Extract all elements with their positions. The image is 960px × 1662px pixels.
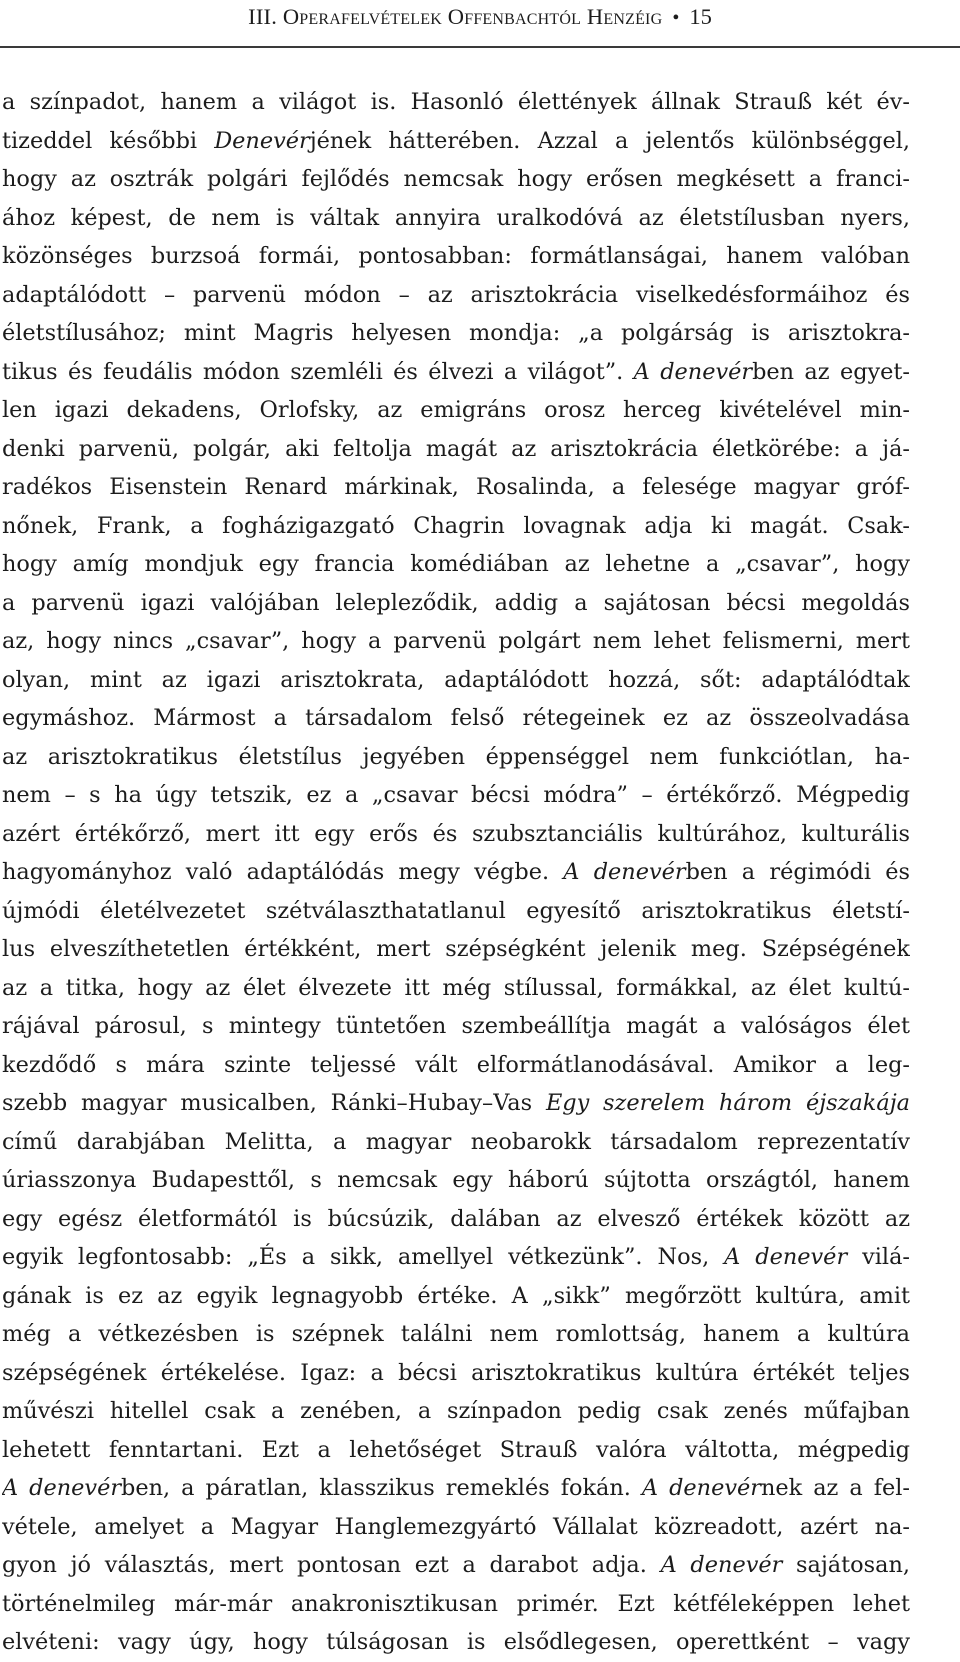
text-run: életstílusához; mint Magris helyesen mondja: „a polgárság is arisztokra- xyxy=(2,320,910,346)
text-line xyxy=(2,1200,910,1239)
text-run: hogy az osztrák polgári fejlődés nemcsak hogy erősen megkésett a franci- xyxy=(2,166,910,192)
text-line xyxy=(2,468,910,507)
text-line xyxy=(2,776,910,815)
text-line xyxy=(2,507,910,546)
text-line xyxy=(2,122,910,161)
text-run: az, hogy nincs „csavar”, hogy a parvenü polgárt nem lehet felismerni, mert xyxy=(2,628,910,654)
italic-title: A denevér xyxy=(563,859,686,885)
text-run: lus elveszíthetetlen értékként, mert szépségként jelenik meg. Szépségének xyxy=(2,936,910,962)
text-line xyxy=(2,661,910,700)
text-run: a parvenü igazi valójában lelepleződik, addig a sajátosan bécsi megoldás xyxy=(2,589,910,616)
italic-title: A denevér xyxy=(724,1244,848,1270)
running-head xyxy=(0,2,960,33)
text-run: című darabjában Melitta, a magyar neobarokk társadalom reprezentatív xyxy=(2,1128,910,1155)
text-run: szépségének értékelése. Igaz: a bécsi arisztokratikus kultúra értékét teljes xyxy=(2,1359,910,1386)
italic-title: A denevér xyxy=(2,1475,122,1501)
text-line xyxy=(2,853,910,892)
text-run: vilá- xyxy=(847,1244,910,1270)
text-run: sajátosan, xyxy=(782,1552,910,1578)
text-line xyxy=(2,1508,910,1547)
text-line xyxy=(2,160,910,199)
text-line xyxy=(2,930,910,969)
text-line xyxy=(2,1277,910,1316)
text-line xyxy=(2,969,910,1008)
text-line xyxy=(2,1354,910,1393)
text-line xyxy=(2,699,910,738)
italic-title: A denevér xyxy=(641,1475,761,1501)
text-line xyxy=(2,1046,910,1085)
text-line xyxy=(2,314,910,353)
text-line xyxy=(2,1469,910,1508)
text-line xyxy=(2,1392,910,1431)
italic-title: Egy szerelem három éjszakája xyxy=(545,1090,910,1116)
text-line xyxy=(2,1161,910,1200)
text-run: ben az egyet- xyxy=(752,358,910,385)
text-run: tikus és feudális módon szemléli és élvezi a világot”. xyxy=(2,358,634,385)
text-run: len igazi dekadens, Orlofsky, az emigráns orosz herceg kivételével min- xyxy=(2,397,910,423)
text-line xyxy=(2,892,910,931)
text-line xyxy=(2,199,910,238)
bullet-separator: • xyxy=(672,7,680,29)
text-run: vétele, amelyet a Magyar Hanglemezgyártó Vállalat közreadott, azért na- xyxy=(2,1513,910,1540)
text-line xyxy=(2,738,910,777)
text-run: olyan, mint az igazi arisztokrata, adaptálódott hozzá, sőt: adaptálódtak xyxy=(2,666,910,693)
text-line xyxy=(2,622,910,661)
text-line xyxy=(2,1238,910,1277)
text-line xyxy=(2,1546,910,1585)
text-run: gyon jó választás, mert pontosan ezt a darabot adja. xyxy=(2,1552,661,1578)
text-line xyxy=(2,83,910,122)
text-run: ben, a páratlan, klasszikus remeklés fokán. xyxy=(121,1475,642,1501)
body-text xyxy=(2,83,910,1662)
text-run: radékos Eisenstein Renard márkinak, Rosalinda, a felesége magyar gróf- xyxy=(2,474,910,500)
text-line xyxy=(2,545,910,584)
text-run: tizeddel későbbi xyxy=(2,127,215,154)
page-number: 15 xyxy=(689,4,712,29)
text-run: nek az a fel- xyxy=(760,1475,910,1501)
text-line xyxy=(2,1315,910,1354)
text-run: művészi hitellel csak a zenében, a színpadon pedig csak zenés műfajban xyxy=(2,1398,910,1424)
italic-title: A denevér xyxy=(660,1552,783,1578)
text-line xyxy=(2,237,910,276)
text-run: hogy amíg mondjuk egy francia komédiában az lehetne a „csavar”, hogy xyxy=(2,551,910,577)
text-run: még a vétkezésben is szépnek találni nem romlottság, hanem a kultúra xyxy=(2,1321,910,1347)
text-run: denki parvenü, polgár, aki feltolja magát az arisztokrácia életkörébe: a já- xyxy=(2,435,910,462)
text-run: szebb magyar musicalben, Ránki–Hubay–Vas xyxy=(2,1090,546,1116)
text-line xyxy=(2,1623,910,1662)
text-line xyxy=(2,353,910,392)
text-line xyxy=(2,1084,910,1123)
chapter-title: III. Operafelvételek Offenbachtól Henzéig xyxy=(248,4,663,29)
text-line xyxy=(2,430,910,469)
italic-title: A denevér xyxy=(633,358,753,385)
text-line xyxy=(2,1431,910,1470)
text-line xyxy=(2,391,910,430)
text-run: azért értékőrző, mert itt egy erős és szubsztanciális kultúrához, kulturális xyxy=(2,820,910,847)
text-run: ben a régimódi és xyxy=(685,859,910,885)
text-run: hagyományhoz való adaptálódás megy végbe. xyxy=(2,859,564,885)
italic-title: Denevér xyxy=(214,127,310,154)
text-run: nőnek, Frank, a fogházigazgató Chagrin lovagnak adja ki magát. Csak- xyxy=(2,512,910,539)
text-run: lehetett fenntartani. Ezt a lehetőséget Strauß valóra váltotta, mégpedig xyxy=(2,1436,910,1463)
text-line xyxy=(2,1123,910,1162)
text-line xyxy=(2,1007,910,1046)
text-run: egyik legfontosabb: „És a sikk, amellyel vétkezünk”. Nos, xyxy=(2,1244,725,1270)
text-run: elvéteni: vagy úgy, hogy túlságosan is elsődlegesen, operettként – vagy xyxy=(2,1629,910,1655)
text-line xyxy=(2,815,910,854)
text-line xyxy=(2,1585,910,1624)
text-line xyxy=(2,276,910,315)
text-line xyxy=(2,584,910,623)
text-run: a színpadot, hanem a világot is. Hasonló élettények állnak Strauß két év- xyxy=(2,89,910,115)
text-run: gának is ez az egyik legnagyobb értéke. A „sikk” megőrzött kultúra, amit xyxy=(2,1282,910,1309)
text-run: jének hátterében. Azzal a jelentős különbséggel, xyxy=(309,127,910,154)
text-run: újmódi életélvezetet szétválaszthatatlanul egyesítő arisztokratikus életstí- xyxy=(2,897,910,924)
text-run: ához képest, de nem is váltak annyira uralkodóvá az életstílusban nyers, xyxy=(2,204,910,231)
text-run: adaptálódott – parvenü módon – az arisztokrácia viselkedésformáihoz és xyxy=(2,281,910,308)
text-run: egy egész életformától is búcsúzik, dalában az elvesző értékek között az xyxy=(2,1205,910,1232)
text-run: rájával párosul, s mintegy tüntetően szembeállítja magát a valóságos élet xyxy=(2,1013,910,1039)
text-run: úriasszonya Budapesttől, s nemcsak egy háború sújtotta országtól, hanem xyxy=(2,1167,910,1193)
text-run: egymáshoz. Mármost a társadalom felső rétegeinek ez az összeolvadása xyxy=(2,705,910,731)
text-run: az a titka, hogy az élet élvezete itt még stílussal, formákkal, az élet kultú- xyxy=(2,974,910,1001)
text-run: kezdődő s mára szinte teljessé vált elformátlanodásával. Amikor a leg- xyxy=(2,1051,910,1078)
header-rule xyxy=(0,46,960,48)
text-run: közönséges burzsoá formái, pontosabban: formátlanságai, hanem valóban xyxy=(2,243,910,269)
text-run: nem – s ha úgy tetszik, ez a „csavar bécsi módra” – értékőrző. Mégpedig xyxy=(2,782,910,808)
text-run: az arisztokratikus életstílus jegyében éppenséggel nem funkciótlan, ha- xyxy=(2,743,910,770)
text-run: történelmileg már-már anakronisztikusan primér. Ezt kétféleképpen lehet xyxy=(2,1590,910,1617)
